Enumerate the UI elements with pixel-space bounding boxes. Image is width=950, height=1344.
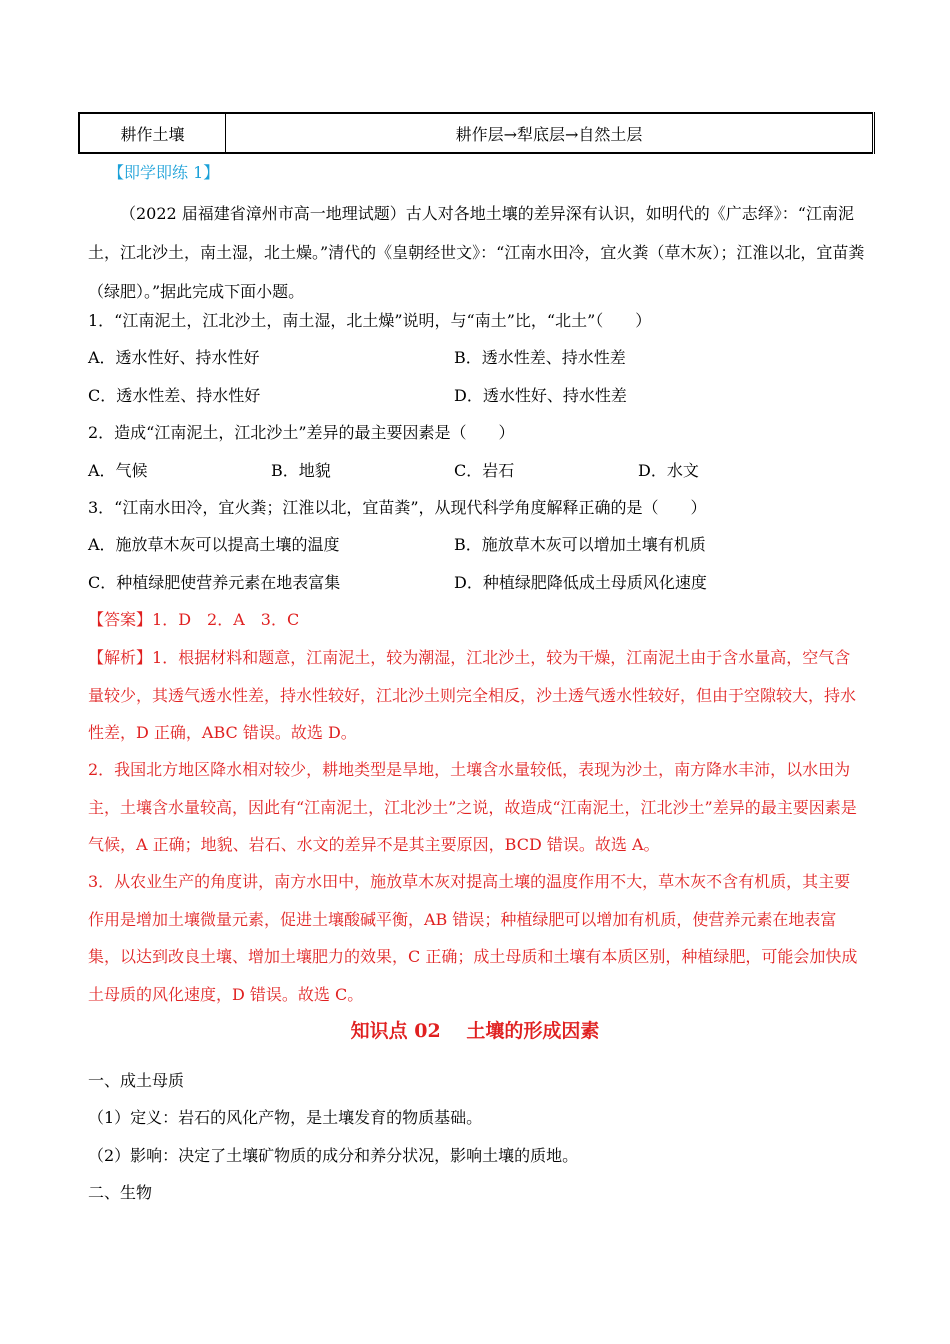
question-3-option-c: C．种植绿肥使营养元素在地表富集 (88, 573, 341, 592)
question-1-option-b: B．透水性差、持水性差 (454, 348, 626, 367)
analysis-text-1: 1．根据材料和题意，江南泥土，较为潮湿，江北沙土，较为干燥，江南泥土由于含水量高，空气含量较少，其透气透水性差，持水性较好，江北沙土则完全相反，沙土透气透水性较好，但由于空隙较大，持水性差，D 正确，ABC 错误。故选 D。 (88, 648, 857, 742)
analysis-paragraph-3: 3．从农业生产的角度讲，南方水田中，施放草木灰对提高土壤的温度作用不大，草木灰不含有机质，其主要作用是增加土壤微量元素，促进土壤酸碱平衡，AB 错误；种植绿肥可以增加有机质，使营养元素在地表富集，以达到改良土壤、增加土壤肥力的效果，C 正确；成土母质和土壤有本质区别，种植绿肥，可能会加快成土母质的风化速度，D 错误。故选 C。 (88, 872, 858, 1004)
analysis-paragraph-2: 2．我国北方地区降水相对较少，耕地类型是旱地，土壤含水量较低，表现为沙土，南方降水丰沛，以水田为主，土壤含水量较高，因此有“江南泥土，江北沙土”之说，故造成“江南泥土，江北沙土”差异的最主要因素是气候，A 正确；地貌、岩石、水文的差异不是其主要原因，BCD 错误。故选 A。 (88, 760, 857, 854)
question-2-option-c: C．岩石 (454, 461, 515, 480)
practice-tag: 【即学即练 1】 (108, 163, 220, 182)
question-3-option-a: A．施放草木灰可以提高土壤的温度 (88, 535, 340, 554)
question-2-option-d: D．水文 (638, 461, 699, 480)
analysis-paragraph-1 (88, 639, 866, 752)
answer-line (88, 610, 299, 630)
question-1-option-d: D．透水性好、持水性差 (454, 386, 627, 405)
effect-line: （2）影响：决定了土壤矿物质的成分和养分状况，影响土壤的质地。 (88, 1146, 579, 1165)
question-3-option-d: D．种植绿肥降低成土母质风化速度 (454, 573, 707, 592)
question-3-stem: 3．“江南水田冷，宜火粪；江淮以北，宜苗粪”，从现代科学角度解释正确的是（ ） (88, 498, 707, 517)
section-heading-1: 一、成土母质 (88, 1071, 185, 1090)
question-2-option-b: B．地貌 (271, 461, 331, 480)
table-cell-layers: 耕作层→犁底层→自然土层 (226, 113, 874, 153)
material-paragraph: （2022 届福建省漳州市高一地理试题）古人对各地土壤的差异深有认识，如明代的《广志绎》：“江南泥土，江北沙土，南土湿，北土燥。”清代的《皇朝经世文》：“江南水田冷，宜火粪（草木灰）；江淮以北，宜苗粪（绿肥）。”据此完成下面小题。 (88, 204, 865, 301)
question-1-option-c: C．透水性差、持水性好 (88, 386, 261, 405)
question-2-stem: 2．造成“江南泥土，江北沙土”差异的最主要因素是（ ） (88, 423, 515, 442)
question-1-stem: 1．“江南泥土，江北沙土，南土湿，北土燥”说明，与“南土”比，“北土”（ ） (88, 311, 652, 330)
soil-profile-table (78, 112, 875, 154)
answer-text: 1．D 2．A 3．C (152, 610, 300, 629)
table-row (79, 113, 874, 153)
section-title: 知识点 02 土壤的形成因素 (350, 1020, 600, 1042)
answer-tag: 【答案】 (88, 610, 153, 629)
table-cell-label: 耕作土壤 (79, 113, 226, 153)
section-heading-2: 二、生物 (88, 1183, 153, 1202)
question-2-option-a: A．气候 (88, 461, 148, 480)
question-3-option-b: B．施放草木灰可以增加土壤有机质 (454, 535, 706, 554)
question-1-option-a: A．透水性好、持水性好 (88, 348, 260, 367)
definition-line: （1）定义：岩石的风化产物，是土壤发育的物质基础。 (88, 1108, 483, 1127)
analysis-tag: 【解析】 (88, 648, 153, 667)
